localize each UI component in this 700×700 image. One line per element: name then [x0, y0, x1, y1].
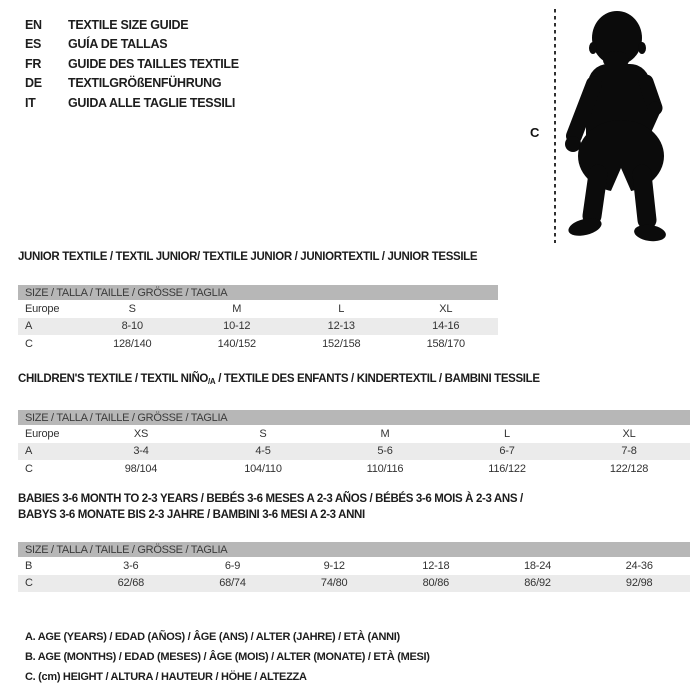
babies-textile-section [18, 492, 690, 592]
size-header-bar: SIZE / TALLA / TAILLE / GRÖSSE / TAGLIA [18, 410, 690, 425]
baby-silhouette [560, 6, 672, 250]
table-row-europe [18, 425, 690, 443]
table-cell: 62/68 [117, 577, 145, 590]
row-label: C [25, 462, 33, 475]
row-label: A [25, 445, 33, 458]
language-code: FR [25, 56, 42, 71]
row-label: Europe [25, 302, 60, 315]
language-row-en [25, 15, 239, 35]
babies-textile-table [18, 542, 690, 592]
language-title: GUIDE DES TAILLES TEXTILE [68, 56, 239, 71]
junior-textile-title: JUNIOR TEXTILE / TEXTIL JUNIOR/ TEXTILE JUNIOR / JUNIORTEXTIL / JUNIOR TESSILE [18, 251, 478, 263]
language-row-es [25, 35, 239, 55]
table-cell: 122/128 [609, 462, 649, 475]
table-row-age-years [18, 318, 498, 336]
language-row-it [25, 93, 239, 113]
title-part: / TEXTILE DES ENFANTS / KINDERTEXTIL / BAMBINI TESSILE [215, 373, 540, 385]
table-cell: 3-6 [123, 559, 139, 572]
table-row-age-months [18, 557, 690, 575]
table-cell: 158/170 [426, 337, 465, 350]
language-row-de [25, 74, 239, 94]
table-row-europe [18, 300, 498, 318]
language-title: GUÍA DE TALLAS [68, 37, 168, 52]
table-cell: L [504, 427, 510, 440]
language-title: TEXTILGRÖßENFÜHRUNG [68, 76, 222, 91]
legend-line-c: C. (cm) HEIGHT / ALTURA / HAUTEUR / HÖHE / ALTEZZA [25, 671, 307, 683]
childrens-textile-section [18, 372, 690, 478]
language-title: GUIDA ALLE TAGLIE TESSILI [68, 95, 236, 110]
table-row-height [18, 460, 690, 478]
table-cell: 6-9 [224, 559, 241, 572]
table-cell: 68/74 [219, 577, 246, 590]
babies-title-line-1: BABIES 3-6 MONTH TO 2-3 YEARS / BEBÉS 3-6 MESES A 2-3 AÑOS / BÉBÉS 3-6 MOIS À 2-3 ANS / [18, 493, 523, 505]
language-code: DE [25, 76, 42, 91]
table-cell: XL [439, 302, 453, 315]
table-row-height [18, 335, 498, 353]
legend-line-b: B. AGE (MONTHS) / EDAD (MESES) / ÂGE (MOIS) / ALTER (MONATE) / ETÀ (MESI) [25, 651, 430, 663]
table-cell: 128/140 [113, 337, 152, 350]
language-row-fr [25, 54, 239, 74]
childrens-textile-title [18, 372, 690, 389]
table-cell: 12-13 [327, 320, 355, 333]
language-title: TEXTILE SIZE GUIDE [68, 17, 189, 32]
table-cell: 140/152 [217, 337, 256, 350]
table-cell: 104/110 [244, 462, 282, 475]
row-label: Europe [25, 427, 60, 440]
table-cell: 12-18 [422, 559, 450, 572]
table-cell: M [380, 427, 390, 440]
language-list [25, 15, 239, 113]
title-part: CHILDREN'S TEXTILE / TEXTIL NIÑO [18, 373, 209, 385]
table-cell: 7-8 [621, 445, 637, 458]
junior-textile-table [18, 285, 498, 353]
table-cell: 8-10 [121, 320, 143, 333]
table-cell: XS [133, 427, 149, 440]
junior-textile-section [18, 250, 498, 353]
table-cell: 152/158 [322, 337, 361, 350]
table-cell: 4-5 [255, 445, 271, 458]
size-header-bar: SIZE / TALLA / TAILLE / GRÖSSE / TAGLIA [18, 285, 498, 300]
table-row-height [18, 575, 690, 593]
row-label: B [25, 559, 33, 572]
legend [25, 627, 430, 687]
language-code: IT [25, 95, 36, 110]
size-header-bar: SIZE / TALLA / TAILLE / GRÖSSE / TAGLIA [18, 542, 690, 557]
table-cell: 80/86 [422, 577, 450, 590]
childrens-textile-table [18, 410, 690, 478]
table-cell: 3-4 [133, 445, 149, 458]
table-cell: S [128, 302, 136, 315]
height-measure-dashed-line [554, 9, 556, 243]
row-label: C [25, 337, 33, 350]
table-cell: XL [622, 427, 636, 440]
table-cell: 98/104 [124, 462, 158, 475]
table-cell: M [232, 302, 242, 315]
table-cell: S [259, 427, 267, 440]
table-cell: 5-6 [377, 445, 393, 458]
legend-line-a: A. AGE (YEARS) / EDAD (AÑOS) / ÂGE (ANS) / ALTER (JAHRE) / ETÀ (ANNI) [25, 631, 400, 643]
language-code: EN [25, 17, 42, 32]
table-cell: 74/80 [320, 577, 348, 590]
babies-title-line-2: BABYS 3-6 MONATE BIS 2-3 JAHRE / BAMBINI 3-6 MESI A 2-3 ANNI [18, 508, 365, 521]
table-cell: 24-36 [625, 559, 653, 572]
row-label: C [25, 577, 33, 590]
title-subscript: /A [208, 377, 216, 386]
table-row-age-years [18, 443, 690, 461]
row-label: A [25, 320, 33, 333]
table-cell: 6-7 [499, 445, 515, 458]
table-cell: L [338, 302, 345, 315]
height-measure-label: C [530, 125, 540, 140]
table-cell: 110/116 [366, 462, 404, 475]
table-cell: 14-16 [432, 320, 460, 333]
table-cell: 18-24 [523, 559, 552, 572]
table-cell: 92/98 [625, 577, 653, 590]
table-cell: 116/122 [488, 462, 526, 475]
language-code: ES [25, 37, 42, 52]
table-cell: 86/92 [524, 577, 551, 590]
table-cell: 10-12 [223, 320, 251, 333]
table-cell: 9-12 [323, 559, 345, 572]
